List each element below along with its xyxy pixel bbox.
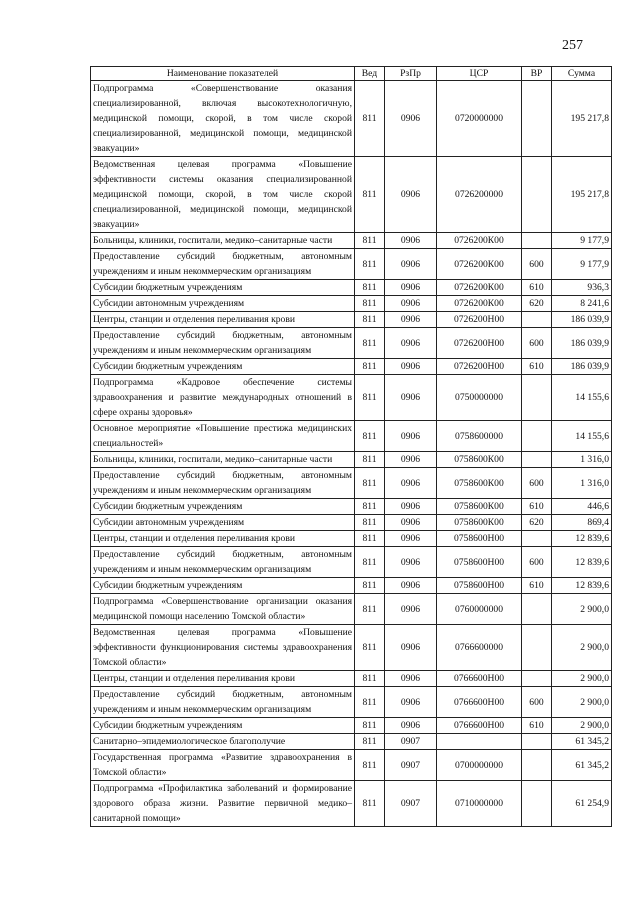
cell-csr: 0758600К00 [437,515,522,531]
cell-rzpr: 0906 [385,249,437,280]
cell-rzpr: 0906 [385,328,437,359]
cell-name: Центры, станции и отделения переливания крови [91,671,355,687]
cell-ved: 811 [355,718,385,734]
table-row [91,515,612,531]
cell-rzpr: 0906 [385,594,437,625]
cell-ved: 811 [355,625,385,671]
cell-sum: 195 217,8 [552,157,612,233]
cell-ved: 811 [355,452,385,468]
cell-name: Подпрограмма «Совершенствование организации оказания медицинской помощи населению Томской области» [91,594,355,625]
cell-name: Предоставление субсидий бюджетным, автономным учреждениям и иным некоммерческим организациям [91,249,355,280]
cell-sum: 12 839,6 [552,547,612,578]
cell-ved: 811 [355,499,385,515]
table-row [91,157,612,233]
table-row [91,750,612,781]
cell-sum: 61 345,2 [552,750,612,781]
cell-csr: 0700000000 [437,750,522,781]
cell-name: Подпрограмма «Совершенствование оказания специализированной, включая высокотехнологичную, медицинской помощи, скорой, в том числе скорой специализированной, медицинской помощи, медицинской эвакуации» [91,81,355,157]
cell-vr [522,421,552,452]
cell-name: Субсидии бюджетным учреждениям [91,578,355,594]
table-header-row [91,67,612,81]
cell-csr: 0758600Н00 [437,578,522,594]
col-header-rzpr: РзПр [385,67,437,81]
table-row [91,375,612,421]
cell-sum: 186 039,9 [552,312,612,328]
table-row [91,578,612,594]
cell-rzpr: 0906 [385,280,437,296]
cell-name: Предоставление субсидий бюджетным, автономным учреждениям и иным некоммерческим организациям [91,468,355,499]
cell-vr [522,750,552,781]
cell-name: Основное мероприятие «Повышение престижа медицинских специальностей» [91,421,355,452]
cell-vr [522,452,552,468]
cell-ved: 811 [355,421,385,452]
cell-name: Субсидии автономным учреждениям [91,515,355,531]
cell-sum: 61 345,2 [552,734,612,750]
cell-rzpr: 0906 [385,375,437,421]
cell-rzpr: 0906 [385,671,437,687]
cell-ved: 811 [355,594,385,625]
cell-vr [522,594,552,625]
cell-csr: 0726200000 [437,157,522,233]
cell-csr: 0760000000 [437,594,522,625]
cell-rzpr: 0907 [385,734,437,750]
table-row [91,547,612,578]
cell-vr: 610 [522,718,552,734]
cell-sum: 8 241,6 [552,296,612,312]
cell-sum: 1 316,0 [552,468,612,499]
cell-ved: 811 [355,531,385,547]
cell-ved: 811 [355,328,385,359]
table-row [91,531,612,547]
cell-rzpr: 0906 [385,312,437,328]
cell-sum: 2 900,0 [552,671,612,687]
cell-rzpr: 0907 [385,750,437,781]
cell-sum: 12 839,6 [552,531,612,547]
cell-rzpr: 0906 [385,452,437,468]
cell-ved: 811 [355,547,385,578]
cell-name: Ведомственная целевая программа «Повышение эффективности функционирования системы здравоохранения Томской области» [91,625,355,671]
cell-vr: 610 [522,578,552,594]
cell-vr [522,625,552,671]
cell-vr [522,157,552,233]
cell-vr: 600 [522,468,552,499]
cell-rzpr: 0906 [385,157,437,233]
cell-name: Подпрограмма «Профилактика заболеваний и формирование здорового образа жизни. Развитие первичной медико–санитарной помощи» [91,781,355,827]
page-number: 257 [562,38,583,53]
cell-vr [522,233,552,249]
cell-vr [522,734,552,750]
cell-vr: 620 [522,515,552,531]
cell-ved: 811 [355,81,385,157]
table-row [91,468,612,499]
cell-csr: 0758600К00 [437,499,522,515]
table-row [91,718,612,734]
cell-ved: 811 [355,468,385,499]
cell-sum: 9 177,9 [552,249,612,280]
cell-rzpr: 0906 [385,421,437,452]
table-row [91,671,612,687]
cell-ved: 811 [355,249,385,280]
cell-rzpr: 0906 [385,687,437,718]
cell-name: Центры, станции и отделения переливания крови [91,531,355,547]
cell-csr: 0758600К00 [437,468,522,499]
cell-ved: 811 [355,687,385,718]
cell-sum: 61 254,9 [552,781,612,827]
cell-vr [522,81,552,157]
table-row [91,499,612,515]
cell-rzpr: 0906 [385,531,437,547]
cell-ved: 811 [355,233,385,249]
cell-vr: 600 [522,249,552,280]
cell-vr: 600 [522,328,552,359]
cell-csr: 0766600Н00 [437,671,522,687]
cell-sum: 2 900,0 [552,687,612,718]
table-row [91,233,612,249]
cell-sum: 9 177,9 [552,233,612,249]
table-row [91,781,612,827]
cell-name: Ведомственная целевая программа «Повышение эффективности системы оказания специализированной медицинской помощи, скорой, в том числе скорой специализированной, медицинской помощи, медицинской эвакуации» [91,157,355,233]
cell-sum: 446,6 [552,499,612,515]
cell-vr: 610 [522,280,552,296]
cell-name: Предоставление субсидий бюджетным, автономным учреждениям и иным некоммерческим организациям [91,328,355,359]
cell-ved: 811 [355,734,385,750]
cell-vr: 610 [522,499,552,515]
cell-csr: 0766600Н00 [437,718,522,734]
cell-ved: 811 [355,296,385,312]
cell-csr: 0726200К00 [437,233,522,249]
cell-rzpr: 0906 [385,499,437,515]
cell-sum: 1 316,0 [552,452,612,468]
cell-vr: 620 [522,296,552,312]
cell-csr: 0726200К00 [437,280,522,296]
cell-name: Субсидии бюджетным учреждениям [91,718,355,734]
cell-vr [522,671,552,687]
cell-sum: 2 900,0 [552,625,612,671]
table-row [91,687,612,718]
cell-name: Санитарно–эпидемиологическое благополучие [91,734,355,750]
cell-vr [522,312,552,328]
cell-csr: 0726200Н00 [437,328,522,359]
cell-vr: 600 [522,547,552,578]
cell-sum: 186 039,9 [552,328,612,359]
cell-rzpr: 0906 [385,233,437,249]
cell-vr [522,781,552,827]
table-row [91,594,612,625]
cell-name: Субсидии бюджетным учреждениям [91,499,355,515]
table-row [91,280,612,296]
cell-ved: 811 [355,359,385,375]
cell-csr: 0726200Н00 [437,359,522,375]
cell-csr: 0750000000 [437,375,522,421]
cell-ved: 811 [355,312,385,328]
col-header-vr: ВР [522,67,552,81]
col-header-name: Наименование показателей [91,67,355,81]
cell-sum: 2 900,0 [552,718,612,734]
cell-vr: 600 [522,687,552,718]
cell-ved: 811 [355,578,385,594]
table-row [91,734,612,750]
cell-sum: 186 039,9 [552,359,612,375]
cell-vr [522,531,552,547]
cell-ved: 811 [355,750,385,781]
table-row [91,421,612,452]
cell-csr: 0726200К00 [437,249,522,280]
cell-csr: 0726200К00 [437,296,522,312]
cell-csr: 0766600000 [437,625,522,671]
table-row [91,625,612,671]
table-row [91,452,612,468]
cell-sum: 195 217,8 [552,81,612,157]
cell-name: Больницы, клиники, госпитали, медико–санитарные части [91,452,355,468]
cell-rzpr: 0906 [385,547,437,578]
table-row [91,81,612,157]
cell-name: Центры, станции и отделения переливания крови [91,312,355,328]
cell-ved: 811 [355,157,385,233]
cell-name: Субсидии автономным учреждениям [91,296,355,312]
cell-rzpr: 0906 [385,468,437,499]
cell-rzpr: 0907 [385,781,437,827]
table-row [91,296,612,312]
table-row [91,328,612,359]
cell-sum: 12 839,6 [552,578,612,594]
cell-ved: 811 [355,671,385,687]
cell-csr: 0758600Н00 [437,531,522,547]
cell-rzpr: 0906 [385,359,437,375]
cell-vr [522,375,552,421]
cell-rzpr: 0906 [385,81,437,157]
cell-csr: 0726200Н00 [437,312,522,328]
cell-ved: 811 [355,280,385,296]
cell-ved: 811 [355,781,385,827]
cell-rzpr: 0906 [385,625,437,671]
cell-rzpr: 0906 [385,578,437,594]
cell-vr: 610 [522,359,552,375]
col-header-csr: ЦСР [437,67,522,81]
col-header-sum: Сумма [552,67,612,81]
cell-sum: 14 155,6 [552,375,612,421]
cell-csr: 0766600Н00 [437,687,522,718]
cell-name: Субсидии бюджетным учреждениям [91,359,355,375]
cell-name: Предоставление субсидий бюджетным, автономным учреждениям и иным некоммерческим организациям [91,547,355,578]
cell-ved: 811 [355,375,385,421]
cell-name: Предоставление субсидий бюджетным, автономным учреждениям и иным некоммерческим организациям [91,687,355,718]
cell-csr: 0710000000 [437,781,522,827]
cell-csr: 0758600Н00 [437,547,522,578]
cell-csr: 0758600000 [437,421,522,452]
cell-csr [437,734,522,750]
cell-csr: 0720000000 [437,81,522,157]
cell-csr: 0758600К00 [437,452,522,468]
table-row [91,312,612,328]
cell-name: Больницы, клиники, госпитали, медико–санитарные части [91,233,355,249]
cell-name: Государственная программа «Развитие здравоохранения в Томской области» [91,750,355,781]
cell-rzpr: 0906 [385,296,437,312]
cell-sum: 14 155,6 [552,421,612,452]
col-header-ved: Вед [355,67,385,81]
table-body [91,81,612,827]
budget-table [90,66,612,827]
cell-sum: 869,4 [552,515,612,531]
cell-rzpr: 0906 [385,718,437,734]
table-row [91,359,612,375]
cell-name: Субсидии бюджетным учреждениям [91,280,355,296]
table-row [91,249,612,280]
cell-sum: 936,3 [552,280,612,296]
cell-sum: 2 900,0 [552,594,612,625]
cell-rzpr: 0906 [385,515,437,531]
cell-name: Подпрограмма «Кадровое обеспечение системы здравоохранения и развитие международных отношений в сфере охраны здоровья» [91,375,355,421]
cell-ved: 811 [355,515,385,531]
